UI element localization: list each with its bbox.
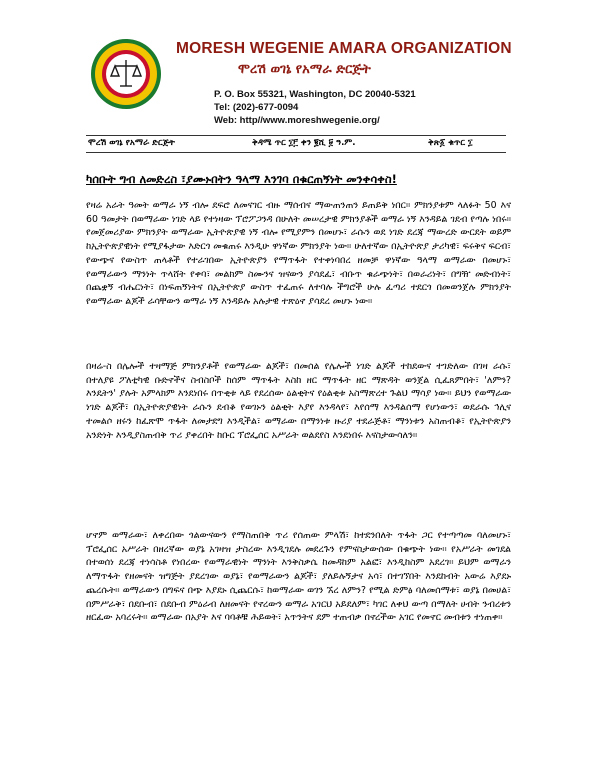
website: Web: http//www.moreshwegenie.org/ bbox=[214, 115, 380, 126]
article-title: ካሰቡት ግብ ለመድረስ ፣ያሙኑበትን ዓላማ እንገባ በቁርጠኝነት መንቀሳቀስ! bbox=[86, 172, 397, 186]
organization-name-english: MORESH WEGENIE AMARA ORGANIZATION bbox=[176, 40, 512, 57]
po-box: P. O. Box 55321, Washington, DC 20040-5321 bbox=[214, 89, 416, 100]
organization-name-amharic: ሞረሽ ወገኔ የአማራ ድርጅት bbox=[238, 62, 371, 77]
article-paragraph-2: በዛሬ-ስ በሌሎች ተዛማጅ ምክንያቶች የወማራው ልጆች፣ በመሰል የሌሎች ነገድ ልጆች ተከደውና ተገድለው በገዛ ራሱ፣ በተለያዩ ፖለቲካዊ ቡድኖችና ስብስቦች ከሰም ማጥፋት እስከ ዘር ማጥፋት ዘር ማጽዳት ወንጀል ሲፈጸምበት፣ 'ለምን? እንዴትን' ያሉት አምላክም እንደነበሩ በጥቂቱ ላይ የደረሰው ዕልቂትና የዕልቂቱ አስማጽረተ ጉልህ ማሳያ ነው። ይህን የወማራው ነገድ ልጆች፣ በኢትዮጵያዊነት ራሱን ደብቆ የወገኑን ዕልቂት እያየ እንዳላየ፣ እየሰማ እንዳልሰማ የሆነውን፣ ወደራሱ ኅሊና ተመልሶ ዘሩን ከፈጽሞ ጥፋት ለመታደግ እንዲችል፣ ወማራው በማንነቱ ዙሪያ ተደራጅቶ፣ ማንነቱን አስጠብቆ፣ የኢትዮጵያን አንድነት እንዲያስጠብቅ ጥሪ ያቀረበት ከቡር ፕሮፌሰር አሥራት ወልደየስ እንደነበሩ እናስታውሳለን። bbox=[86, 361, 511, 441]
header-divider-top bbox=[86, 135, 506, 136]
article-paragraph-1: የዛሬ አራት ዓመት ወማራ ነኝ ብሎ ደፍሮ ለመናገር ብዙ ማሰብና ማውጠንጠን ይጠይቅ ነበር። ምክንያቱም ላለፉት 50 እና 60 ዓመታት በወማራው ነገድ ላይ የተነዛው ፕሮፖጋንዳ በሁለት መሠረታዊ ምክንያቶች ወማራ ነኝ እንዳይል ገደብ የጣሉ ነበሩ። የመጀመሪያው ምክንያት ወማራው ኢትዮጵያዊ ነኝ ብሎ የሚያምን በመሆኑ፣ ራሱን ወደ ነገድ ደረጃ ማውረድ ውርደት ወይም ከኢትዮጵያዊነት የሚያፋታው እድርጎ መቁጠሩ እንዲሁ ዋነኛው ምክንያት ነው። ሁለተኛው በኢትዮጵያ ታሪካዊ፣ ፍሩቅና ፍርብ፣ የውጭና የውስጥ ጠላቶች የተራገበው ኢትዮጵያን የማጥፋት የተቀነባበረ ዘመቻ ዋነኛው ዓላማ ወማራው በመሆኑ፣ የወማራውን ማንነት ጥላሸት የቀባ፣ መልክም ስሙንና ዝናውን ያሳደፈ፣ ብቡጥ ቁራጭነት፣ በወራሪነት፣ በግዥ መድብነት፣ በጨቋኝ ብሔርነት፣ በነፍጠኝነትና በኢትዮጵያ ውስጥ ተፈጠሩ ለተባሉ ችግሮች ሁሉ ፈጣሪ ተደርጎ በመወንጀሉ ምክንያት የወማራው ልጆች ራሳቸውን ወማራ ነኝ እንዳይሉ አሉታዊ ተጽዕኖ ያሳደረ መሆኑ ነው። bbox=[86, 200, 511, 307]
meta-organization: ሞረሽ ወገኔ የአማራ ድርጅት bbox=[88, 138, 175, 148]
meta-date: ቅዳሜ ጥር ፲፫ ቀን ፪ሺ ፱ ዓ.ም. bbox=[252, 138, 356, 148]
organization-logo bbox=[90, 38, 162, 110]
header-divider-bottom bbox=[86, 152, 506, 153]
telephone: Tel: (202)-677-0094 bbox=[214, 102, 299, 113]
meta-volume: ቅጽ፩ ቁጥር ፲ bbox=[428, 138, 473, 148]
article-paragraph-3: ሆኖም ወማራው፣ ለቀረበው ጎልውናውን የማስጠበቅ ጥሪ የሰጠው ምላሽ፣ ከተደንበለት ጥፋት ጋር የተጣጣመ ባለመሆኑ፣ ፕሮፌሰር አሥራት በዘረኛው ወያኔ አገዛዝ ታስረው እንዲገደሉ መደረጉን የምናስታውሰው በቁጭት ነው። የአሥራት መገደል በተወሰነ ደረጃ ተነሳስቶ የነበረው የወማራዊነት ማንነት እንቅስቃሴ ከመዳከም አልፎ፣ እንዲከስም አደረገ። ይህም ወማራን ለማጥፋት የዘመናት ዝግጅት ያደረገው ወያኔ፣ የወማራውን ልጆች፣ ያለይሉኝታና አሳ፣ በተገኘበት እንደከብት አውሬ እያደኑ ጨረሱት። ወማራውን በግፍና በጭ እያደኑ ሲጨርሱ፣ ከወማራው ወገን ኧረ ለምን? የሚል ድምፅ ባለመሰማቱ፣ ወያኔ በመሀል፣ በምሥራቅ፣ በደቡብ፣ በደቡብ ምዕራብ ለዘመናት የኖረውን ወማራ አገርህ አይደለም፣ ካገር ለቀህ ውጣ በማለት ሀብት ንብረቱን ዘርፈው አባረሩት። ወማራው በአያት እና ባባቶቹ ሕይወት፣ አጥንትና ደም ተጠብቃ በኖረችው አገር የመኖር መብቱን ተነጠቀ። bbox=[86, 530, 511, 624]
